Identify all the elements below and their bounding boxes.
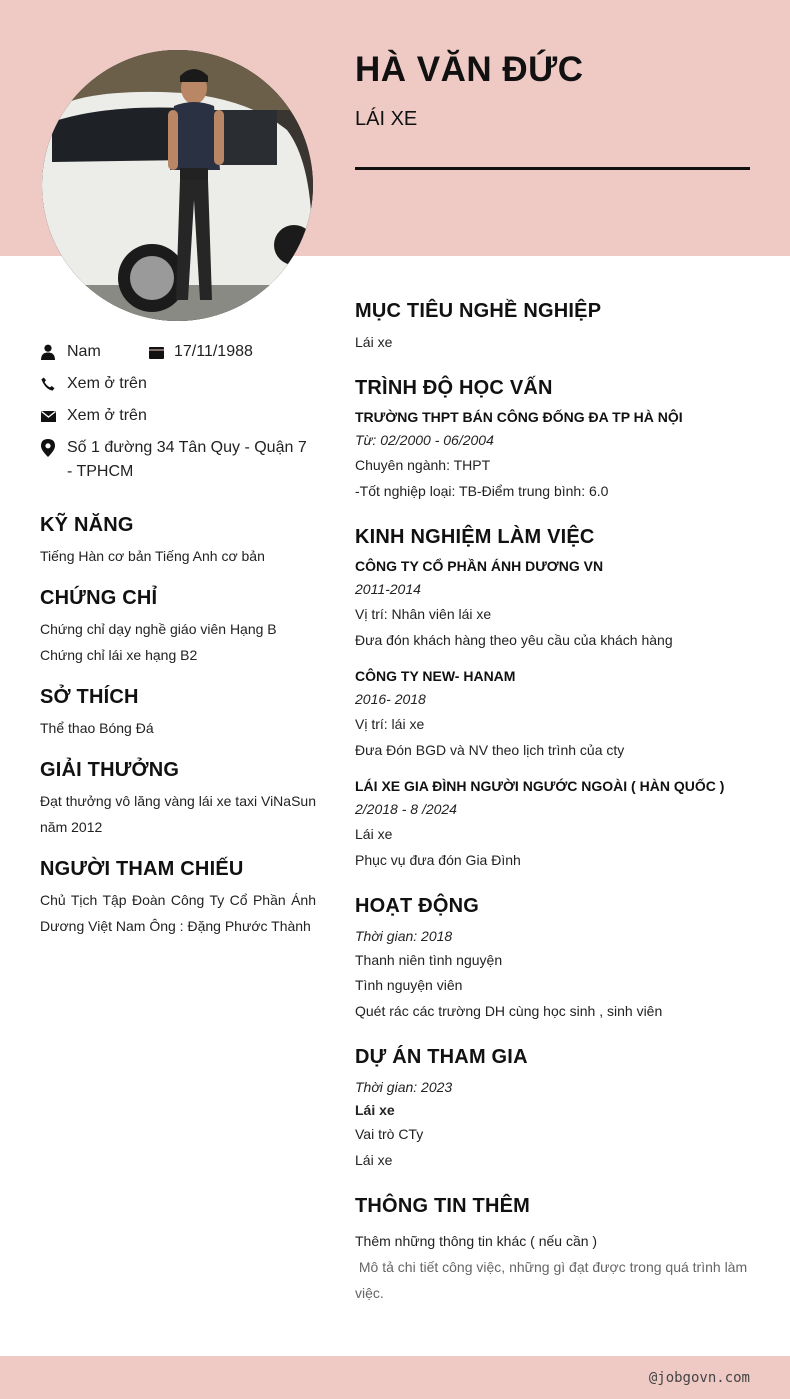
phone-row	[40, 372, 316, 396]
projects-title: DỰ ÁN THAM GIA	[355, 1046, 528, 1068]
candidate-name: HÀ VĂN ĐỨC	[355, 50, 584, 89]
title-divider	[355, 167, 750, 170]
calendar-icon	[148, 340, 164, 364]
education-major: Chuyên ngành: THPT	[355, 457, 491, 473]
experience-position: Vị trí: lái xe	[355, 716, 425, 732]
activities-title: HOẠT ĐỘNG	[355, 895, 480, 917]
skills-title: KỸ NĂNG	[40, 514, 134, 536]
address-value: Số 1 đường 34 Tân Quy - Quận 7 - TPHCM	[67, 439, 307, 480]
candidate-job-title: LÁI XE	[355, 108, 418, 130]
project-name: Lái xe	[355, 1102, 395, 1118]
references-section	[40, 858, 316, 939]
education-result: -Tốt nghiệp loại: TB-Điểm trung bình: 6.0	[355, 483, 609, 499]
profile-photo-illustration	[42, 50, 313, 321]
objective-section	[355, 300, 755, 355]
education-title: TRÌNH ĐỘ HỌC VẤN	[355, 377, 553, 399]
experience-desc: Đưa Đón BGD và NV theo lịch trình của cty	[355, 742, 625, 758]
experience-section	[355, 526, 755, 873]
extra-info-line: Thêm những thông tin khác ( nếu cần )	[355, 1233, 598, 1249]
education-period: Từ: 02/2000 - 06/2004	[355, 432, 494, 448]
experience-company: LÁI XE GIA ĐÌNH NGƯỜI NGƯỚC NGOÀI ( HÀN QUỐC )	[355, 778, 725, 794]
experience-desc: Phục vụ đưa đón Gia Đình	[355, 852, 521, 868]
references-text: Chủ Tịch Tập Đoàn Công Ty Cổ Phần Ánh Dương Việt Nam Ông : Đặng Phước Thành	[40, 892, 316, 934]
gender-value: Nam	[67, 343, 101, 360]
profile-photo	[42, 50, 313, 321]
references-title: NGƯỜI THAM CHIẾU	[40, 858, 244, 880]
activities-line: Thanh niên tình nguyện	[355, 952, 503, 968]
projects-section	[355, 1046, 755, 1173]
projects-period: Thời gian: 2023	[355, 1079, 453, 1095]
extra-info-section	[355, 1195, 755, 1306]
birthday-value: 17/11/1988	[174, 343, 253, 360]
hobbies-section	[40, 686, 316, 741]
skills-text: Tiếng Hàn cơ bản Tiếng Anh cơ bản	[40, 548, 265, 564]
phone-value: Xem ở trên	[67, 375, 147, 392]
objective-text: Lái xe	[355, 334, 393, 350]
email-row	[40, 404, 316, 428]
awards-title: GIẢI THƯỞNG	[40, 759, 180, 781]
experience-company: CÔNG TY CỔ PHẦN ÁNH DƯƠNG VN	[355, 558, 604, 574]
activities-section	[355, 895, 755, 1024]
experience-period: 2011-2014	[355, 581, 421, 597]
experience-position: Vị trí: Nhân viên lái xe	[355, 606, 492, 622]
experience-item	[355, 775, 755, 873]
experience-period: 2016- 2018	[355, 691, 426, 707]
footer-watermark: @jobgovn.com	[648, 1370, 750, 1386]
user-icon	[40, 340, 56, 364]
activities-period: Thời gian: 2018	[355, 928, 453, 944]
email-value: Xem ở trên	[67, 407, 147, 424]
mail-icon	[40, 404, 56, 428]
certificates-title: CHỨNG CHỈ	[40, 587, 158, 609]
location-pin-icon	[40, 436, 56, 460]
experience-item	[355, 665, 755, 763]
certificates-section	[40, 587, 316, 668]
left-column	[40, 340, 316, 939]
education-section	[355, 377, 755, 504]
certificates-text: Chứng chỉ dạy nghề giáo viên Hạng B Chứng chỉ lái xe hạng B2	[40, 621, 277, 663]
experience-desc: Đưa đón khách hàng theo yêu cầu của khách hàng	[355, 632, 673, 648]
awards-text: Đạt thưởng vô lăng vàng lái xe taxi ViNaSun năm 2012	[40, 793, 316, 835]
awards-section	[40, 759, 316, 840]
experience-period: 2/2018 - 8 /2024	[355, 801, 457, 817]
skills-section	[40, 514, 316, 569]
extra-info-description: Mô tả chi tiết công việc, những gì đạt được trong quá trình làm việc.	[355, 1259, 752, 1301]
phone-icon	[40, 372, 56, 396]
objective-title: MỤC TIÊU NGHỀ NGHIỆP	[355, 300, 602, 322]
education-school: TRƯỜNG THPT BÁN CÔNG ĐỐNG ĐA TP HÀ NỘI	[355, 409, 683, 425]
right-column	[355, 300, 755, 1320]
activities-line: Tình nguyện viên	[355, 977, 463, 993]
experience-position: Lái xe	[355, 826, 393, 842]
project-desc: Lái xe	[355, 1152, 393, 1168]
experience-item	[355, 555, 755, 653]
hobbies-text: Thể thao Bóng Đá	[40, 720, 154, 736]
experience-title: KINH NGHIỆM LÀM VIỆC	[355, 526, 595, 548]
activities-line: Quét rác các trường DH cùng học sinh , sinh viên	[355, 1003, 663, 1019]
gender-birthday-row	[40, 340, 316, 364]
extra-info-title: THÔNG TIN THÊM	[355, 1195, 531, 1217]
project-role: Vai trò CTy	[355, 1126, 424, 1142]
experience-company: CÔNG TY NEW- HANAM	[355, 668, 516, 684]
hobbies-title: SỞ THÍCH	[40, 686, 139, 708]
address-row	[40, 436, 316, 484]
